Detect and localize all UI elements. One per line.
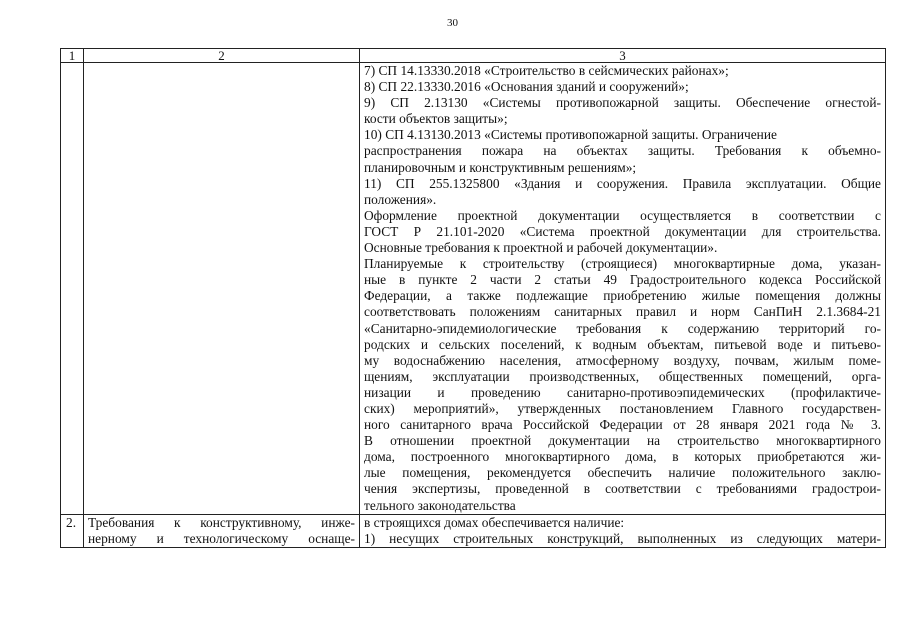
text-line: 1) несущих строительных конструкций, выполненных из следующих матери- [364, 530, 881, 546]
text-line: В отношении проектной документации на строительство многоквартирного [364, 433, 881, 449]
text-line: родских и сельских поселений, к водным объектам, питьевой воде и питьево- [364, 336, 881, 352]
requirement-title-cell [84, 63, 360, 515]
text-line: дома, построенного многоквартирного дома, в которых приобретаются жи- [364, 449, 881, 465]
requirement-content-cell [360, 514, 886, 547]
title-line: Требования к конструктивному, инже- [88, 514, 355, 530]
text-line: распространения пожара на объектах защиты. Требования к объемно- [364, 143, 881, 159]
text-line: 7) СП 14.13330.2018 «Строительство в сейсмических районах»; [364, 63, 729, 78]
text-line: низации и проведению санитарно-противоэпидемических (профилактиче- [364, 384, 881, 400]
text-line: 10) СП 4.13130.2013 «Системы противопожарной защиты. Ограничение [364, 127, 777, 143]
column-header-2: 2 [84, 49, 360, 63]
text-line: Основные требования к проектной и рабочей документации». [364, 240, 718, 256]
text-line: ГОСТ Р 21.101-2020 «Система проектной документации для строительства. [364, 223, 881, 239]
text-line: Планируемые к строительству (строящиеся) многоквартирные дома, указан- [364, 256, 881, 272]
title-line: нерному и технологическому оснаще- [88, 530, 355, 546]
text-line: планировочным и конструктивным решениям»; [364, 159, 637, 175]
requirement-title-cell [84, 514, 360, 547]
text-line: ного санитарного врача Российской Федерации от 28 января 2021 года № 3. [364, 417, 881, 433]
text-line: положения». [364, 191, 437, 207]
column-header-1: 1 [61, 49, 84, 63]
requirement-content-cell [360, 63, 886, 515]
requirements-table [60, 48, 886, 548]
text-line: 9) СП 2.13130 «Системы противопожарной защиты. Обеспечение огнестой- [364, 95, 881, 111]
text-line: кости объектов защиты»; [364, 111, 508, 127]
text-line: ные в пункте 2 части 2 статьи 49 Градостроительного кодекса Российской [364, 272, 881, 288]
table-row [61, 514, 886, 547]
text-line: 8) СП 22.13330.2016 «Основания зданий и сооружений»; [364, 79, 689, 95]
table-header-row [61, 49, 886, 63]
text-line: тельного законодательства [364, 497, 516, 513]
table-row [61, 63, 886, 515]
text-line: ских) мероприятий», утвержденных постановлением Главного государствен- [364, 400, 881, 416]
text-line: в строящихся домах обеспечивается наличие: [364, 514, 625, 530]
text-line: соответствовать положениям санитарных правил и норм СанПиН 2.1.3684-21 [364, 304, 881, 320]
text-line: му водоснабжению населения, атмосферному воздуху, почвам, жилым поме- [364, 352, 881, 368]
text-line: Федерации, а также подлежащие приобретению жилые помещения должны [364, 288, 881, 304]
row-number: 2. [61, 514, 84, 547]
text-line: лые помещения, рекомендуется обеспечить наличие положительного заклю- [364, 465, 881, 481]
text-line: 11) СП 255.1325800 «Здания и сооружения. Правила эксплуатации. Общие [364, 175, 881, 191]
text-line: «Санитарно-эпидемиологические требования к содержанию территорий го- [364, 320, 881, 336]
row-number [61, 63, 84, 515]
column-header-3: 3 [360, 49, 886, 63]
text-line: чения экспертизы, проведенной в соответствии с требованиями градострои- [364, 481, 881, 497]
text-line: щениям, эксплуатации производственных, общественных помещений, орга- [364, 368, 881, 384]
text-line: Оформление проектной документации осуществляется в соответствии с [364, 207, 881, 223]
page-number: 30 [447, 17, 458, 29]
